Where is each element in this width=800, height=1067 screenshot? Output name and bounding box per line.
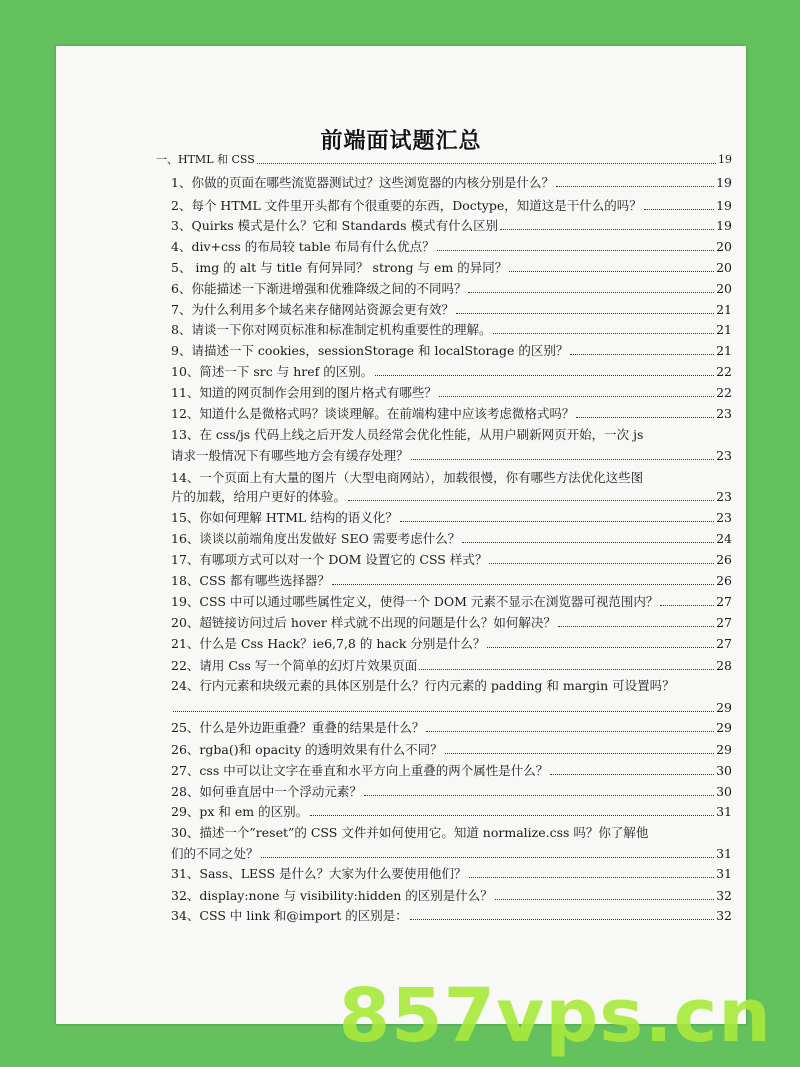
dot-leader bbox=[487, 646, 714, 648]
toc-page-number: 21 bbox=[716, 322, 732, 337]
toc-page-number: 32 bbox=[716, 908, 732, 923]
toc-entry-text: 18、CSS 都有哪些选择器？ bbox=[171, 573, 330, 588]
toc-page-number: 28 bbox=[716, 658, 732, 673]
toc-page-number: 23 bbox=[716, 489, 732, 504]
dot-leader bbox=[576, 416, 714, 418]
toc-page-number: 30 bbox=[716, 784, 732, 799]
dot-leader bbox=[445, 752, 714, 754]
toc-entry-line1: 24、行内元素和块级元素的具体区别是什么？行内元素的 padding 和 margin 可设置吗？ bbox=[171, 678, 675, 693]
toc-entry-text: 12、知道什么是微格式吗？谈谈理解。在前端构建中应该考虑微格式吗？ bbox=[171, 406, 575, 421]
dot-leader bbox=[644, 208, 714, 210]
toc-entry-text: 32、display:none 与 visibility:hidden 的区别是什么？ bbox=[171, 888, 493, 903]
toc-page-number: 29 bbox=[716, 700, 732, 715]
toc-entry[interactable] bbox=[171, 784, 732, 800]
toc-entry-text: 25、什么是外边距重叠？重叠的结果是什么？ bbox=[171, 720, 425, 735]
dot-leader bbox=[410, 918, 714, 920]
dot-leader bbox=[550, 773, 714, 775]
toc-entry-text: 28、如何垂直居中一个浮动元素？ bbox=[171, 784, 362, 799]
toc-entry[interactable] bbox=[171, 700, 732, 716]
toc-entry-text: 31、Sass、LESS 是什么？大家为什么要使用他们？ bbox=[171, 866, 467, 881]
dot-leader bbox=[469, 876, 715, 878]
document-title: 前端面试题汇总 bbox=[320, 128, 482, 154]
toc-entry[interactable] bbox=[171, 260, 732, 276]
toc-entry[interactable] bbox=[171, 866, 732, 882]
dot-leader bbox=[348, 499, 714, 501]
toc-entry-text: 1、你做的页面在哪些流览器测试过？这些浏览器的内核分别是什么？ bbox=[171, 175, 554, 190]
toc-entry-text: 5、 img 的 alt 与 title 有何异同？ strong 与 em 的异同？ bbox=[171, 260, 508, 275]
toc-entry-text: 片的加载，给用户更好的体验。 bbox=[171, 489, 347, 504]
toc-entry[interactable] bbox=[171, 448, 732, 464]
toc-entry[interactable] bbox=[171, 846, 732, 862]
toc-entry-text: 4、div+css 的布局较 table 布局有什么优点？ bbox=[171, 239, 435, 254]
dot-leader bbox=[556, 185, 714, 187]
toc-entry-text: 9、请描述一下 cookies，sessionStorage 和 localStorage 的区别？ bbox=[171, 343, 569, 358]
toc-entry-text: 6、你能描述一下渐进增强和优雅降级之间的不同吗？ bbox=[171, 281, 467, 296]
toc-entry[interactable] bbox=[171, 658, 732, 674]
toc-entry-text: 16、谈谈以前端角度出发做好 SEO 需要考虑什么？ bbox=[171, 531, 461, 546]
toc-page-number: 31 bbox=[716, 866, 732, 881]
dot-leader bbox=[456, 312, 714, 314]
toc-entry[interactable] bbox=[171, 489, 732, 505]
toc-entry[interactable] bbox=[171, 573, 732, 589]
dot-leader bbox=[257, 162, 716, 164]
table-of-contents bbox=[56, 46, 746, 1024]
toc-entry-text: 3、Quirks 模式是什么？它和 Standards 模式有什么区别 bbox=[171, 218, 499, 233]
toc-entry[interactable] bbox=[171, 343, 732, 359]
toc-page-number: 23 bbox=[716, 510, 732, 525]
toc-entry-text: 8、请谈一下你对网页标准和标准制定机构重要性的理解。 bbox=[171, 322, 492, 337]
toc-page-number: 19 bbox=[716, 198, 732, 213]
toc-page-number: 20 bbox=[716, 239, 732, 254]
toc-entry-text: 20、超链接访问过后 hover 样式就不出现的问题是什么？如何解决？ bbox=[171, 615, 556, 630]
toc-entry-line1: 13、在 css/js 代码上线之后开发人员经常会优化性能，从用户刷新网页开始，一次 js bbox=[171, 427, 644, 442]
dot-leader bbox=[426, 730, 714, 732]
toc-entry-text: 17、有哪项方式可以对一个 DOM 设置它的 CSS 样式？ bbox=[171, 552, 488, 567]
dot-leader bbox=[411, 458, 715, 460]
toc-page-number: 22 bbox=[716, 385, 732, 400]
dot-leader bbox=[570, 353, 714, 355]
watermark-text: 857vps.cn bbox=[338, 973, 772, 1059]
toc-entry-text: 们的不同之处？ bbox=[171, 846, 259, 861]
toc-entry-text: 10、简述一下 src 与 href 的区别。 bbox=[171, 364, 374, 379]
toc-page-number: 26 bbox=[716, 573, 732, 588]
toc-entry[interactable] bbox=[171, 804, 732, 820]
toc-entry[interactable] bbox=[171, 510, 732, 526]
toc-page-number: 29 bbox=[716, 742, 732, 757]
toc-entry-text: 11、知道的网页制作会用到的图片格式有哪些？ bbox=[171, 385, 437, 400]
toc-page-number: 29 bbox=[716, 720, 732, 735]
toc-entry[interactable] bbox=[171, 281, 732, 297]
dot-leader bbox=[310, 814, 714, 816]
toc-page-number: 31 bbox=[716, 804, 732, 819]
toc-page-number: 21 bbox=[716, 343, 732, 358]
toc-entry-line1: 30、描述一个”reset”的 CSS 文件并如何使用它。知道 normalize.css 吗？你了解他 bbox=[171, 825, 649, 840]
toc-page-number: 27 bbox=[716, 594, 732, 609]
toc-entry[interactable] bbox=[171, 385, 732, 401]
dot-leader bbox=[419, 668, 714, 670]
toc-entry[interactable] bbox=[171, 531, 732, 547]
toc-page-number: 31 bbox=[716, 846, 732, 861]
toc-entry-text: 27、css 中可以让文字在垂直和水平方向上重叠的两个属性是什么？ bbox=[171, 763, 549, 778]
toc-entry-text: 22、请用 Css 写一个简单的幻灯片效果页面 bbox=[171, 658, 418, 673]
toc-entry[interactable] bbox=[171, 888, 732, 904]
toc-entry-text: 15、你如何理解 HTML 结构的语义化？ bbox=[171, 510, 398, 525]
toc-page-number: 23 bbox=[716, 448, 732, 463]
toc-entry[interactable] bbox=[171, 218, 732, 234]
toc-entry[interactable] bbox=[171, 636, 732, 652]
toc-page-number: 19 bbox=[716, 175, 732, 190]
dot-leader bbox=[495, 898, 714, 900]
toc-page-number: 26 bbox=[716, 552, 732, 567]
toc-entry-text: 19、CSS 中可以通过哪些属性定义，使得一个 DOM 元素不显示在浏览器可视范围内？ bbox=[171, 594, 659, 609]
dot-leader bbox=[364, 794, 714, 796]
document-page bbox=[56, 46, 746, 1024]
toc-page-number: 24 bbox=[716, 531, 732, 546]
toc-entry[interactable] bbox=[171, 615, 732, 631]
toc-entry[interactable] bbox=[171, 302, 732, 318]
toc-page-number: 21 bbox=[716, 302, 732, 317]
toc-entry[interactable] bbox=[171, 594, 732, 610]
dot-leader bbox=[468, 291, 714, 293]
toc-page-number: 22 bbox=[716, 364, 732, 379]
toc-entry-text: 一、HTML 和 CSS bbox=[156, 153, 255, 166]
toc-entry[interactable] bbox=[171, 552, 732, 568]
toc-entry[interactable] bbox=[171, 763, 732, 779]
toc-entry-line1: 14、一个页面上有大量的图片（大型电商网站），加载很慢，你有哪些方法优化这些图 bbox=[171, 470, 644, 485]
toc-entry[interactable] bbox=[171, 406, 732, 422]
toc-entry-text: 请求一般情况下有哪些地方会有缓存处理？ bbox=[171, 448, 409, 463]
toc-entry[interactable] bbox=[171, 364, 732, 380]
toc-entry[interactable] bbox=[171, 198, 732, 214]
dot-leader bbox=[437, 249, 714, 251]
dot-leader bbox=[261, 856, 715, 858]
toc-entry[interactable] bbox=[171, 175, 732, 191]
toc-entry[interactable] bbox=[171, 322, 732, 338]
toc-entry-text: 34、CSS 中 link 和@import 的区别是： bbox=[171, 908, 408, 923]
toc-section-heading[interactable] bbox=[156, 152, 732, 168]
toc-page-number: 27 bbox=[716, 615, 732, 630]
toc-page-number: 20 bbox=[716, 260, 732, 275]
dot-leader bbox=[509, 270, 714, 272]
dot-leader bbox=[173, 710, 714, 712]
toc-entry-text: 21、什么是 Css Hack？ie6,7,8 的 hack 分别是什么？ bbox=[171, 636, 486, 651]
toc-entry-text: 7、为什么利用多个域名来存储网站资源会更有效？ bbox=[171, 302, 454, 317]
toc-page-number: 27 bbox=[716, 636, 732, 651]
dot-leader bbox=[493, 332, 714, 334]
toc-page-number: 19 bbox=[716, 218, 732, 233]
toc-entry[interactable] bbox=[171, 742, 732, 758]
dot-leader bbox=[660, 604, 714, 606]
dot-leader bbox=[332, 583, 714, 585]
toc-entry-text: 2、每个 HTML 文件里开头都有个很重要的东西，Doctype，知道这是干什么的吗？ bbox=[171, 198, 642, 213]
dot-leader bbox=[500, 228, 714, 230]
toc-entry-text: 26、rgba()和 opacity 的透明效果有什么不同？ bbox=[171, 742, 443, 757]
dot-leader bbox=[439, 395, 714, 397]
toc-page-number: 30 bbox=[716, 763, 732, 778]
toc-page-number: 20 bbox=[716, 281, 732, 296]
dot-leader bbox=[489, 562, 714, 564]
dot-leader bbox=[400, 520, 714, 522]
toc-entry[interactable] bbox=[171, 239, 732, 255]
toc-page-number: 23 bbox=[716, 406, 732, 421]
toc-entry[interactable] bbox=[171, 908, 732, 924]
dot-leader bbox=[462, 541, 714, 543]
toc-entry[interactable] bbox=[171, 720, 732, 736]
toc-page-number: 19 bbox=[718, 153, 732, 166]
toc-page-number: 32 bbox=[716, 888, 732, 903]
dot-leader bbox=[375, 374, 714, 376]
toc-entry-text: 29、px 和 em 的区别。 bbox=[171, 804, 309, 819]
dot-leader bbox=[558, 625, 714, 627]
